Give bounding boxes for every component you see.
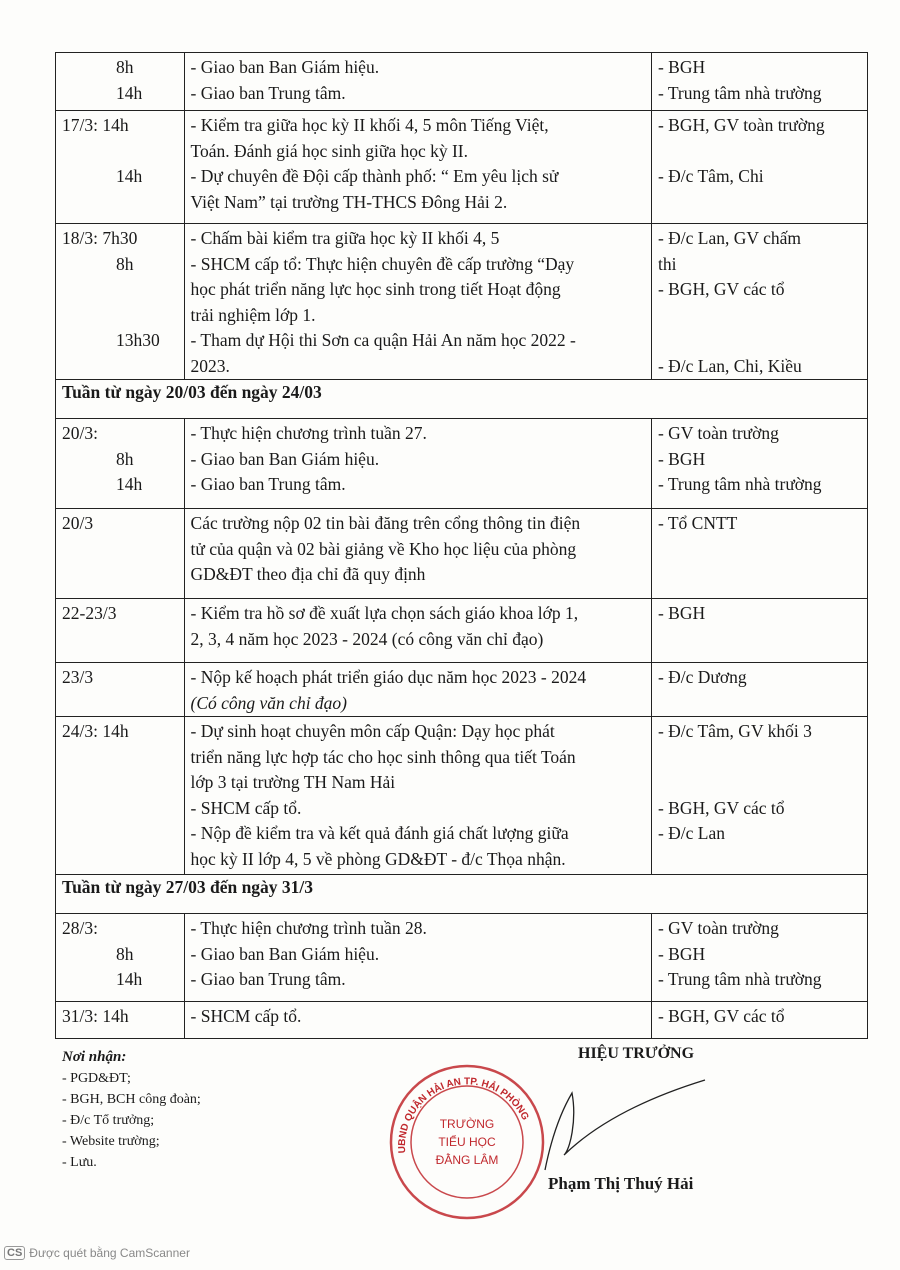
resp-line [658,303,861,329]
resp-line: - BGH, GV toàn trường [657,115,825,135]
handwritten-signature [540,1075,710,1175]
content-cell [184,599,651,663]
time-line: 14h [116,969,143,989]
responsible-cell [651,509,867,599]
time-line: 8h [116,57,134,77]
responsible-cell [651,53,867,111]
resp-line: - BGH, GV các tổ [657,279,785,299]
content-cell [184,914,651,1002]
content-cell [184,111,651,224]
responsible-cell [651,914,867,1002]
content-cell [184,53,651,111]
resp-line [658,745,861,771]
resp-line: - Đ/c Tâm, GV khối 3 [657,721,812,741]
camscanner-logo-icon: CS [4,1246,25,1260]
content-cell [184,663,651,717]
table-row [56,419,868,509]
table-row [56,53,868,111]
content-cell [184,419,651,509]
table-row [56,1002,868,1039]
time-line: 14h [116,474,143,494]
content-line: Toán. Đánh giá học sinh giữa học kỳ II. [190,140,469,161]
resp-line [658,770,861,796]
time-cell [56,419,185,509]
content-line: - Dự chuyên đề Đội cấp thành phố: “ Em yêu lịch sử [190,166,559,186]
stamp-outer-text: UBND QUẬN HẢI AN TP. HẢI PHÒNG [396,1076,531,1154]
content-line: - Nộp kế hoạch phát triển giáo dục năm học 2023 - 2024 [190,667,587,687]
resp-line [658,139,861,165]
content-line: - Giao ban Ban Giám hiệu. [190,448,380,469]
content-line: - Tham dự Hội thi Sơn ca quận Hải An năm học 2022 - [190,330,576,350]
time-line [62,303,178,329]
resp-line: - BGH, GV các tổ [657,797,785,818]
content-line: - Giao ban Trung tâm. [190,474,346,494]
time-line: 22-23/3 [62,603,117,623]
recipient-item: - Website trường; [62,1134,160,1149]
stamp-inner-text: TIỂU HỌC [438,1135,496,1149]
time-line: 17/3: 14h [62,115,129,135]
content-line: - Thực hiện chương trình tuần 27. [190,423,427,443]
content-line: - Chấm bài kiểm tra giữa học kỳ II khối 4, 5 [190,228,500,248]
content-cell [184,1002,651,1039]
resp-line: - Đ/c Dương [657,667,747,687]
content-cell [184,717,651,875]
week-header: Tuần từ ngày 27/03 đến ngày 31/3 [56,875,868,914]
time-line: 14h [116,82,143,103]
signature-title: HIỆU TRƯỞNG [578,1045,695,1062]
content-line: học phát triển năng lực học sinh trong tiết Hoạt động [190,279,561,299]
resp-line: - Trung tâm nhà trường [657,82,822,103]
responsible-cell [651,224,867,380]
content-cell [184,224,651,380]
signer-name: Phạm Thị Thuý Hải [548,1174,694,1193]
time-line: 31/3: 14h [62,1006,129,1026]
content-line: Các trường nộp 02 tin bài đăng trên cổng thông tin điện [190,513,581,533]
camscanner-text: Được quét bằng CamScanner [29,1246,190,1260]
week-header-row [56,380,868,419]
time-line [62,277,178,303]
content-cell [184,509,651,599]
resp-line: - Đ/c Tâm, Chi [657,166,764,186]
school-stamp [385,1062,550,1222]
resp-line: - GV toàn trường [657,918,779,938]
content-line: học kỳ II lớp 4, 5 về phòng GD&ĐT - đ/c Thọa nhận. [190,848,566,869]
table-row [56,224,868,380]
content-line: 2023. [190,355,230,376]
recipient-item: - Lưu. [62,1155,97,1170]
resp-line: - Đ/c Lan, Chi, Kiều [657,355,802,376]
content-line: - SHCM cấp tổ: Thực hiện chuyên đề cấp trường “Dạy [190,253,575,274]
content-line: lớp 3 tại trường TH Nam Hải [190,772,396,792]
recipients-block [62,1047,201,1173]
time-cell [56,599,185,663]
content-line: - SHCM cấp tổ. [190,797,302,818]
resp-line: - Trung tâm nhà trường [657,969,822,989]
table-row [56,717,868,875]
time-cell [56,663,185,717]
content-line: - Giao ban Ban Giám hiệu. [190,943,380,964]
resp-line: - Đ/c Lan, GV chấm [657,228,801,248]
time-line: 8h [116,253,134,274]
content-line: - Dự sinh hoạt chuyên môn cấp Quận: Dạy học phát [190,721,555,741]
time-line: 8h [116,448,134,469]
resp-line: - BGH, GV các tổ [657,1006,785,1026]
responsible-cell [651,599,867,663]
content-line: - Giao ban Trung tâm. [190,969,346,989]
table-row [56,111,868,224]
resp-line: - BGH [657,603,706,623]
time-cell [56,509,185,599]
table-row [56,509,868,599]
time-line: 20/3: [62,423,98,443]
recipient-item: - BGH, BCH công đoàn; [62,1092,201,1107]
time-line: 8h [116,943,134,964]
content-line: - Nộp đề kiểm tra và kết quả đánh giá chất lượng giữa [190,823,569,843]
content-line: tử của quận và 02 bài giảng về Kho học liệu của phòng [190,538,577,559]
time-line: 24/3: 14h [62,721,129,741]
time-line: 14h [116,166,143,186]
content-line: Việt Nam” tại trường TH-THCS Đông Hải 2. [190,191,508,212]
week-header: Tuần từ ngày 20/03 đến ngày 24/03 [56,380,868,419]
responsible-cell [651,663,867,717]
content-line: - Giao ban Ban Giám hiệu. [190,57,380,77]
time-cell [56,1002,185,1039]
resp-line: - BGH [657,448,706,469]
recipient-item: - PGD&ĐT; [62,1071,131,1086]
resp-line: - Đ/c Lan [657,823,726,843]
resp-line: - GV toàn trường [657,423,779,443]
week-header-row [56,875,868,914]
content-line: - SHCM cấp tổ. [190,1006,302,1026]
content-line: - Kiểm tra hồ sơ đề xuất lựa chọn sách giáo khoa lớp 1, [190,603,579,623]
time-cell [56,717,185,875]
time-cell [56,111,185,224]
resp-line [658,328,861,354]
table-row [56,663,868,717]
recipient-item: - Đ/c Tổ trưởng; [62,1113,155,1128]
responsible-cell [651,1002,867,1039]
recipients-title: Nơi nhận: [62,1049,127,1065]
content-line: 2, 3, 4 năm học 2023 - 2024 (có công văn chỉ đạo) [190,628,544,649]
time-line: 28/3: [62,918,98,938]
resp-line: thi [657,253,677,274]
responsible-cell [651,717,867,875]
time-cell [56,53,185,111]
time-cell [56,914,185,1002]
time-line: 18/3: 7h30 [62,228,138,248]
table-row [56,914,868,1002]
content-line: - Giao ban Trung tâm. [190,82,346,103]
content-line: - Kiểm tra giữa học kỳ II khối 4, 5 môn Tiếng Việt, [190,115,549,135]
resp-line: - Tổ CNTT [657,513,738,533]
responsible-cell [651,419,867,509]
schedule-table [55,52,868,1039]
time-line [62,139,178,165]
content-line: (Có công văn chỉ đạo) [190,692,348,713]
time-line: 20/3 [62,513,94,533]
content-line: GD&ĐT theo địa chỉ đã quy định [190,564,426,584]
table-row [56,599,868,663]
resp-line: - Trung tâm nhà trường [657,474,822,494]
camscanner-watermark [4,1246,190,1260]
responsible-cell [651,111,867,224]
content-line: triển năng lực hợp tác cho học sinh thông qua tiết Toán [190,746,576,767]
content-line: trải nghiệm lớp 1. [190,304,316,325]
time-line: 23/3 [62,667,94,687]
stamp-inner-text: TRƯỜNG [439,1117,495,1131]
resp-line: - BGH [657,943,706,964]
resp-line: - BGH [657,57,706,77]
time-line: 13h30 [116,330,160,350]
time-cell [56,224,185,380]
content-line: - Thực hiện chương trình tuần 28. [190,918,427,938]
stamp-inner-text: ĐẰNG LÂM [435,1153,499,1167]
